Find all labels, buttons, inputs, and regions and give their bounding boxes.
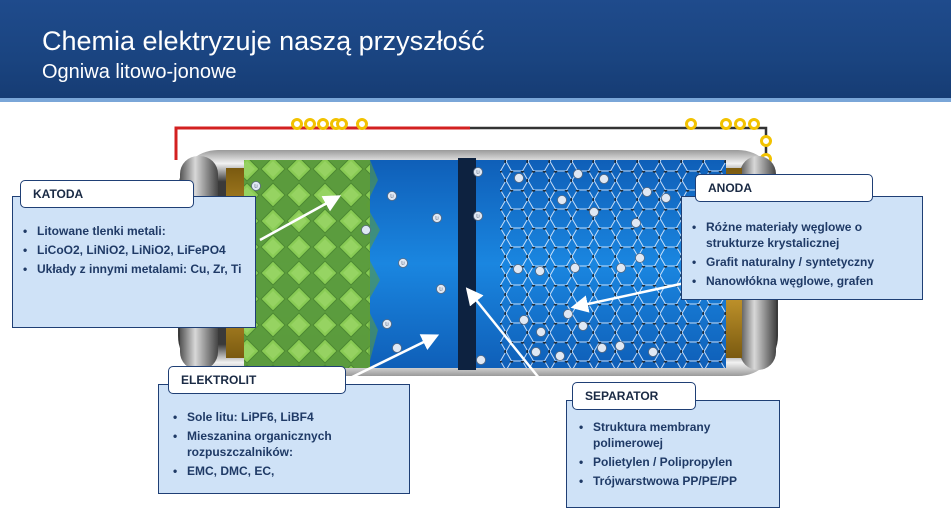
svg-text:Li: Li — [390, 193, 394, 199]
anoda-info-box — [681, 196, 923, 300]
svg-text:Li: Li — [439, 286, 443, 292]
separator-info-box — [566, 400, 780, 508]
anoda-label — [695, 174, 873, 202]
elektrolit-title: ELEKTROLIT — [181, 373, 257, 387]
separator-title: SEPARATOR — [585, 389, 659, 403]
katoda-info-box — [12, 196, 256, 328]
cathode-structure — [244, 160, 370, 368]
svg-text:Li: Li — [254, 183, 258, 189]
elektrolit-item: • Mieszanina organicznych rozpuszczalników: — [173, 428, 397, 460]
katoda-label — [20, 180, 194, 208]
elektrolit-info-box — [158, 384, 410, 494]
page-title: Chemia elektryzuje naszą przyszłość — [42, 26, 485, 56]
svg-text:Li: Li — [435, 215, 439, 221]
separator-item: • Polietylen / Polipropylen — [579, 454, 769, 470]
anoda-item: • Grafit naturalny / syntetyczny — [692, 254, 912, 270]
svg-text:Li: Li — [476, 169, 480, 175]
svg-text:Li: Li — [385, 321, 389, 327]
elektrolit-item: • EMC, DMC, EC, — [173, 463, 397, 479]
elektrolit-item: • Sole litu: LiPF6, LiBF4 — [173, 409, 397, 425]
elektrolit-label — [168, 366, 346, 394]
katoda-item: • Układy z innymi metalami: Cu, Zr, Ti — [23, 261, 245, 277]
svg-text:Li: Li — [401, 260, 405, 266]
separator-item: • Trójwarstwowa PP/PE/PP — [579, 473, 769, 489]
anoda-item: • Różne materiały węglowe o strukturze krystalicznej — [692, 219, 912, 251]
separator-label — [572, 382, 696, 410]
anoda-item: • Nanowłókna węglowe, grafen — [692, 273, 912, 289]
katoda-title: KATODA — [33, 187, 84, 201]
svg-text:Li: Li — [476, 213, 480, 219]
katoda-item: • LiCoO2, LiNiO2, LiNiO2, LiFePO4 — [23, 242, 245, 258]
katoda-item: • Litowane tlenki metali: — [23, 223, 245, 239]
anoda-title: ANODA — [708, 181, 752, 195]
page-subtitle: Ogniwa litowo-jonowe — [42, 61, 237, 83]
separator-item: • Struktura membrany polimerowej — [579, 419, 769, 451]
separator-membrane — [458, 158, 476, 370]
